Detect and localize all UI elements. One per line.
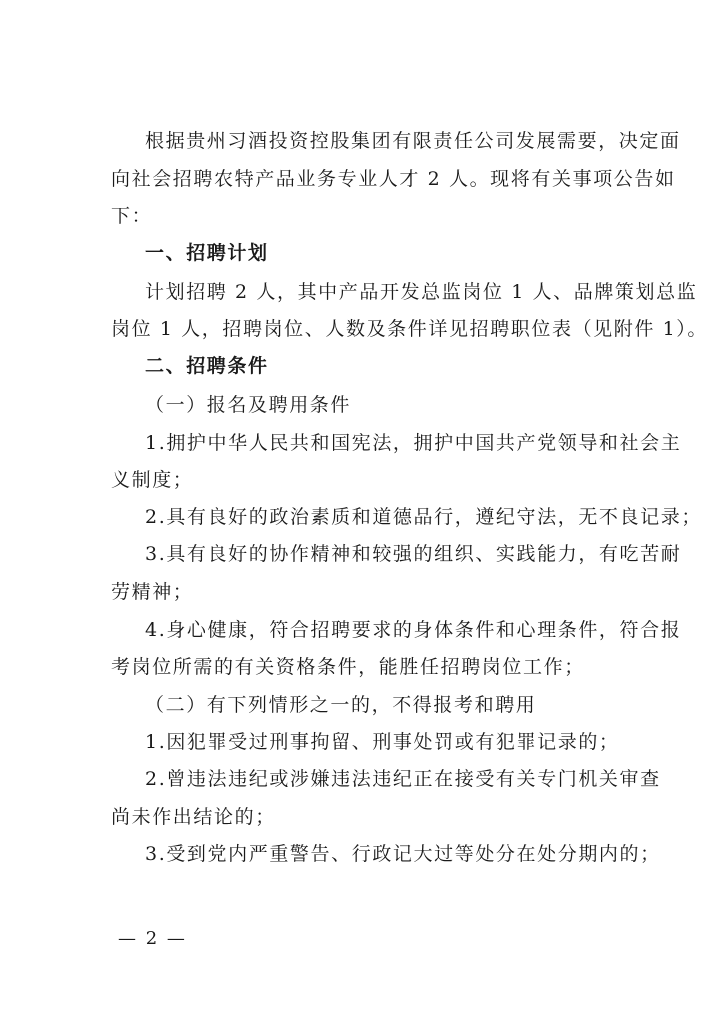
condition-4-line-1: 4.身心健康，符合招聘要求的身体条件和心理条件，符合报 — [145, 619, 682, 641]
paragraph-intro-line-1: 根据贵州习酒投资控股集团有限责任公司发展需要，决定面 — [145, 130, 681, 152]
subsection-heading-2: （二）有下列情形之一的，不得报考和聘用 — [145, 694, 537, 716]
condition-1-line-1: 1.拥护中华人民共和国宪法，拥护中国共产党领导和社会主 — [145, 432, 682, 454]
condition-3-line-2: 劳精神； — [111, 581, 194, 603]
subsection-heading-1: （一）报名及聘用条件 — [145, 394, 352, 416]
paragraph-intro-line-3: 下： — [111, 205, 153, 227]
condition-3-line-1: 3.具有良好的协作精神和较强的组织、实践能力，有吃苦耐 — [145, 543, 682, 565]
paragraph-plan-line-1: 计划招聘 2 人，其中产品开发总监岗位 1 人、品牌策划总监 — [145, 281, 698, 303]
paragraph-plan-line-2: 岗位 1 人，招聘岗位、人数及条件详见招聘职位表（见附件 1）。 — [111, 318, 708, 340]
exclusion-3: 3.受到党内严重警告、行政记大过等处分在处分期内的； — [145, 843, 661, 865]
section-heading-plan: 一、招聘计划 — [145, 242, 269, 264]
section-heading-conditions: 二、招聘条件 — [145, 355, 269, 377]
exclusion-1: 1.因犯罪受过刑事拘留、刑事处罚或有犯罪记录的； — [145, 731, 620, 753]
paragraph-intro-line-2: 向社会招聘农特产品业务专业人才 2 人。现将有关事项公告如 — [111, 168, 676, 190]
exclusion-2-line-2: 尚未作出结论的； — [111, 806, 276, 828]
condition-4-line-2: 考岗位所需的有关资格条件，能胜任招聘岗位工作； — [111, 656, 585, 678]
condition-2: 2.具有良好的政治素质和道德品行，遵纪守法，无不良记录； — [145, 506, 702, 528]
exclusion-2-line-1: 2.曾违法违纪或涉嫌违法违纪正在接受有关专门机关审查 — [145, 768, 661, 790]
page-number: — 2 — — [118, 928, 187, 949]
condition-1-line-2: 义制度； — [111, 469, 194, 491]
